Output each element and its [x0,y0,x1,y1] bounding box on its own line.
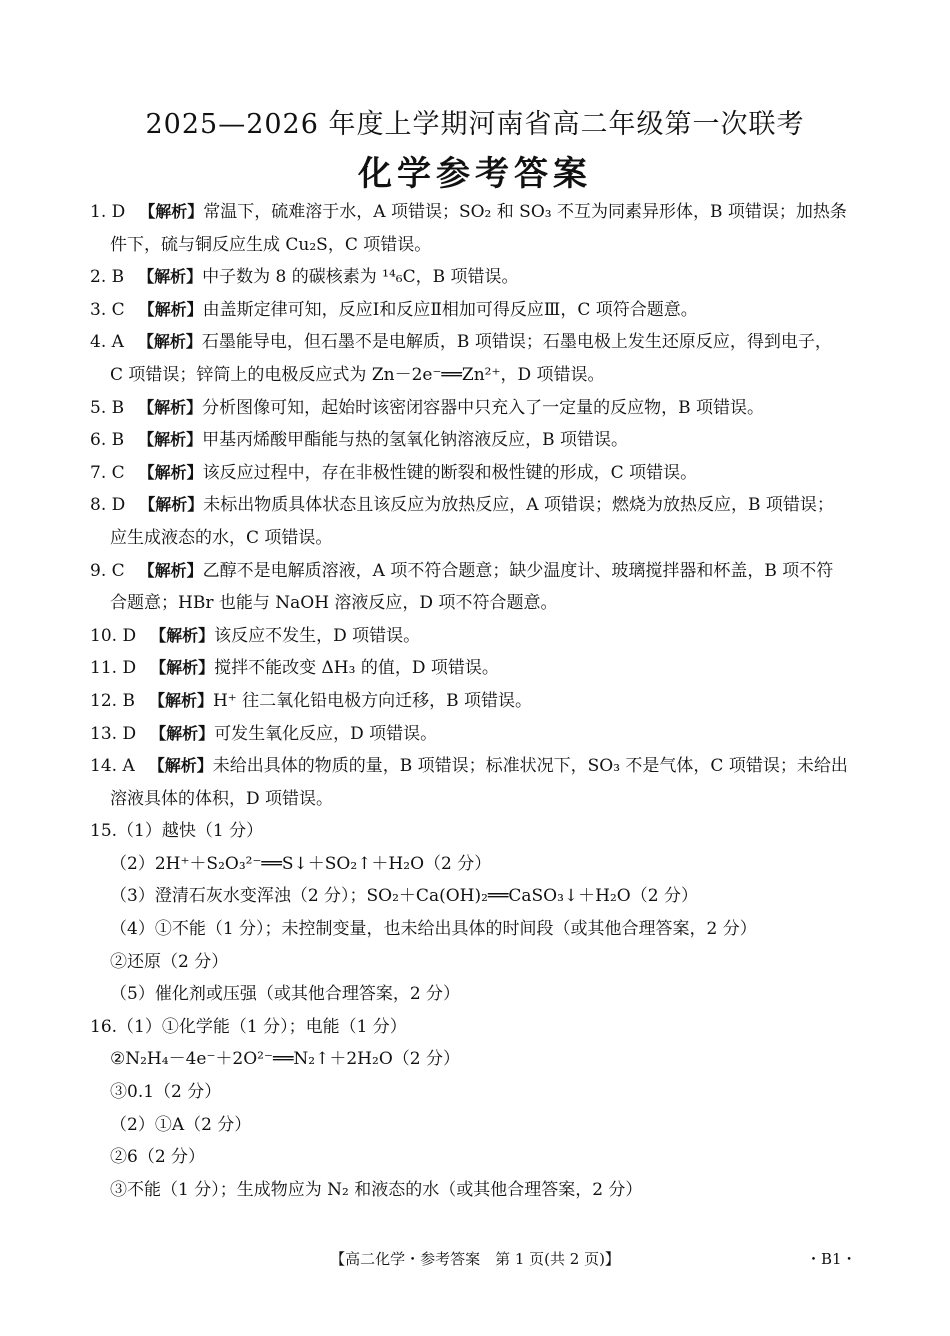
analysis-text: 分析图像可知，起始时该密闭容器中只充入了一定量的反应物，B 项错误。 [202,397,765,418]
question-number: 14. A [90,756,135,777]
analysis-tag: 【解析】 [148,756,213,776]
answer-continuation: 应生成液态的水，C 项错误。 [110,527,333,548]
answer-line [90,392,868,425]
analysis-tag: 【解析】 [138,430,203,450]
analysis-tag: 【解析】 [139,495,204,515]
analysis-tag: 【解析】 [150,625,215,645]
question-number: 7. C [90,462,125,483]
analysis-tag: 【解析】 [150,723,215,743]
answer-continuation: 件下，硫与铜反应生成 Cu₂S，C 项错误。 [110,234,432,255]
analysis-tag: 【解析】 [148,690,213,710]
answer-continuation: 合题意；HBr 也能与 NaOH 溶液反应，D 项不符合题意。 [110,593,558,614]
analysis-text: 未给出具体的物质的量，B 项错误；标准状况下，SO₃ 不是气体，C 项错误；未给出 [212,756,848,777]
analysis-text: 石墨能导电，但石墨不是电解质，B 项错误；石墨电极上发生还原反应，得到电子， [201,332,832,353]
analysis-text: 由盖斯定律可知，反应Ⅰ和反应Ⅱ相加可得反应Ⅲ，C 项符合题意。 [202,299,698,320]
answer-continuation: ②还原（2 分） [110,951,229,972]
analysis-tag: 【解析】 [138,397,203,417]
question-number: 9. C [90,560,125,581]
footer-page-info: 【高二化学・参考答案 第 1 页(共 2 页)】 [330,1250,620,1268]
analysis-text: 可发生氧化反应，D 项错误。 [214,723,438,744]
answer-continuation: ②N₂H₄－4e⁻＋2O²⁻══N₂↑＋2H₂O（2 分） [110,1049,460,1070]
answer-list [90,196,868,1206]
analysis-text: 未标出物质具体状态且该反应为放热反应，A 项错误；燃烧为放热反应，B 项错误； [203,495,834,516]
analysis-tag: 【解析】 [138,462,203,482]
analysis-tag: 【解析】 [139,202,204,221]
analysis-text: 甲基丙烯酸甲酯能与热的氢氧化钠溶液反应，B 项错误。 [202,430,629,451]
exam-title: 2025—2026 年度上学期河南省高二年级第一次联考 [145,109,805,140]
answer-continuation: ③不能（1 分）；生成物应为 N₂ 和液态的水（或其他合理答案，2 分） [110,1179,643,1200]
question-number: 10. D [90,625,137,646]
analysis-text: 常温下，硫难溶于水，A 项错误；SO₂ 和 SO₃ 不互为同素异形体，B 项错误；加热条 [203,202,847,222]
answer-continuation: 溶液具体的体积，D 项错误。 [110,788,334,809]
analysis-tag: 【解析】 [138,267,203,287]
analysis-tag: 【解析】 [138,560,203,580]
answer-continuation: C 项错误；锌筒上的电极反应式为 Zn－2e⁻══Zn²⁺，D 项错误。 [110,364,605,385]
analysis-text: 该反应不发生，D 项错误。 [214,625,421,646]
answer-line: 15.（1）越快（1 分） [90,821,264,842]
question-number: 3. C [90,299,125,320]
answer-line [90,652,868,685]
answer-continuation: ②6（2 分） [110,1147,206,1168]
answer-continuation: （2）①A（2 分） [110,1114,252,1135]
question-number: 6. B [90,430,125,451]
analysis-tag: 【解析】 [137,332,202,352]
answer-continuation: （5）催化剂或压强（或其他合理答案，2 分） [110,984,461,1005]
answer-line [90,424,868,457]
answer-line [90,326,868,359]
analysis-tag: 【解析】 [138,299,203,319]
answer-line: 16.（1）①化学能（1 分）；电能（1 分） [90,1016,407,1037]
answer-continuation: （2）2H⁺＋S₂O₃²⁻══S↓＋SO₂↑＋H₂O（2 分） [110,853,492,874]
answer-line [90,685,868,718]
question-number: 13. D [90,723,137,744]
question-number: 4. A [90,332,124,353]
analysis-text: 该反应过程中，存在非极性键的断裂和极性键的形成，C 项错误。 [202,462,698,483]
analysis-text: H⁺ 往二氧化铅电极方向迁移，B 项错误。 [212,690,533,711]
answer-line [90,457,868,490]
answer-line [90,718,868,751]
answer-key-title: 化学参考答案 [358,154,592,194]
question-number: 11. D [90,658,137,679]
answer-line [90,555,868,588]
question-number: 5. B [90,397,125,418]
footer-code: ・B1・ [806,1250,857,1268]
answer-line [90,489,868,522]
analysis-tag: 【解析】 [150,658,215,678]
question-number: 8. D [90,495,126,516]
analysis-text: 乙醇不是电解质溶液，A 项不符合题意；缺少温度计、玻璃搅拌器和杯盖，B 项不符 [202,560,834,581]
answer-continuation: （4）①不能（1 分）；未控制变量，也未给出具体的时间段（或其他合理答案，2 分） [110,919,757,940]
question-number: 12. B [90,690,135,711]
question-number: 2. B [90,267,125,288]
answer-line [90,196,868,229]
answer-continuation: （3）澄清石灰水变浑浊（2 分）；SO₂＋Ca(OH)₂══CaSO₃↓＋H₂O（2 分） [110,886,698,907]
question-number: 1. D [90,202,126,222]
answer-line [90,620,868,653]
analysis-text: 搅拌不能改变 ΔH₃ 的值，D 项错误。 [214,658,499,679]
analysis-text: 中子数为 8 的碳核素为 ¹⁴₆C，B 项错误。 [202,267,519,288]
answer-continuation: ③0.1（2 分） [110,1082,222,1103]
answer-line [90,261,868,294]
answer-line [90,750,868,783]
answer-line [90,294,868,327]
